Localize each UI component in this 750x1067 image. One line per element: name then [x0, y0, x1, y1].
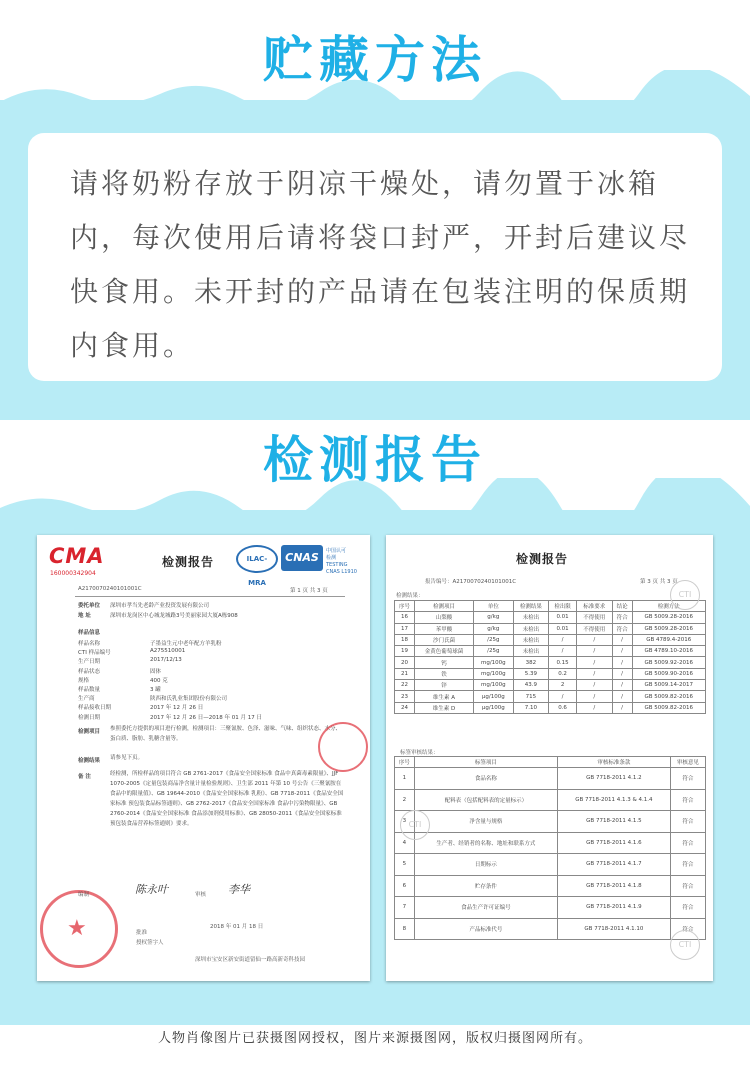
table-cell: 生产者、经销者的名称、地址和联系方式 [414, 832, 557, 854]
table-cell: 7.10 [513, 702, 549, 713]
table-cell: 符合 [670, 789, 705, 811]
table-cell: g/kg [474, 623, 513, 634]
lab-address: 深圳市宝安区新安街道留仙一路高新奇科技园 [195, 957, 306, 963]
table-row [395, 646, 706, 657]
table-cell: 4 [395, 832, 415, 854]
sample-info-value: A275510001 [150, 648, 186, 655]
table-cell: 7 [395, 897, 415, 919]
sample-info-value: 陕西和氏乳业集团股份有限公司 [150, 696, 228, 703]
sample-info-value: 3 罐 [150, 687, 161, 693]
left-page-number: 第 1 页 共 3 页 [290, 588, 328, 594]
table-header-cell: 标准要求 [576, 601, 612, 612]
table-cell: 382 [513, 657, 549, 668]
table-cell: 沙门氏菌 [414, 634, 473, 645]
right-page-number: 第 3 页 共 3 页 [640, 579, 678, 585]
signature-1: 陈永叶 [135, 883, 168, 896]
conclusion-text: 请参见下页。 [110, 755, 144, 761]
sample-info-value: 2017/12/13 [150, 657, 182, 664]
table-cell: 净含量与规格 [414, 811, 557, 833]
sample-info-label: 样品数量 [78, 687, 101, 693]
table-cell: 2 [395, 789, 415, 811]
copyright-footer: 人物肖像图片已获摄图网授权，图片来源摄图网，版权归摄图网所有。 [157, 1031, 592, 1046]
table-cell: GB 5009.92-2016 [632, 657, 705, 668]
table-cell: 2 [549, 680, 577, 691]
cnas-caption: 中国认可 检测 TESTING CNAS L1910 [326, 548, 357, 575]
table-header-cell: 检出限 [549, 601, 577, 612]
table-cell: 贮存条件 [414, 875, 557, 897]
table-cell: mg/100g [474, 657, 513, 668]
sign-date: 2018 年 01 月 18 日 [210, 924, 264, 930]
table-cell: / [576, 680, 612, 691]
table-cell: 0.6 [549, 702, 577, 713]
sample-info-value: 2017 年 12 月 26 日—2018 年 01 月 17 日 [150, 714, 262, 721]
table-cell: 未检出 [513, 623, 549, 634]
table-cell: 未检出 [513, 612, 549, 623]
table-cell: 苯甲酸 [414, 623, 473, 634]
table-cell: 日期标示 [414, 854, 557, 876]
table-cell: 不得使用 [576, 612, 612, 623]
table-cell: 43.9 [513, 680, 549, 691]
prepared-label: 编制 [78, 892, 90, 898]
sample-info-label: 规格 [78, 677, 90, 684]
divider [75, 596, 345, 597]
table-cell: 6 [395, 875, 415, 897]
table-header-cell: 标签项目 [414, 757, 557, 768]
table-row [395, 768, 706, 790]
items-text: 参照委托方提供的项目进行检测，检测项目：三聚氰胺、色泽、滋味、气味、组织状态、水分、蛋白质、脂肪、乳糖含量等。 [110, 726, 342, 742]
table-cell: GB 5009.82-2016 [632, 702, 705, 713]
table-cell: /25g [474, 634, 513, 645]
table-cell: 0.01 [549, 623, 577, 634]
table-cell: g/kg [474, 612, 513, 623]
wave-decoration [0, 70, 750, 110]
table-cell: 5 [395, 854, 415, 876]
sample-info-label: 样品接收日期 [78, 705, 112, 712]
table-cell: μg/100g [474, 702, 513, 713]
approver-title: 授权签字人 [136, 940, 164, 946]
table-cell: 配料表（包括配料表的定量标示） [414, 789, 557, 811]
table-cell: GB 7718-2011 4.1.2 [558, 768, 671, 790]
storage-text: 请将奶粉存放于阴凉干燥处，请勿置于冰箱内，每次使用后请将袋口封严，开封后建议尽快食用。未开封的产品请在包装注明的保质期内食用。 [70, 167, 691, 362]
table-cell: 未检出 [513, 634, 549, 645]
table-cell: 产品标准代号 [414, 918, 557, 940]
table-cell: GB 7718-2011 4.1.6 [558, 832, 671, 854]
seal-star-icon: ★ [67, 916, 87, 941]
table-header-cell: 审核标准条款 [558, 757, 671, 768]
table-row [395, 668, 706, 679]
table-cell: 符合 [670, 854, 705, 876]
table-row [395, 634, 706, 645]
signature-2: 李华 [228, 883, 250, 896]
table-cell: GB 4789.10-2016 [632, 646, 705, 657]
results-table [394, 600, 706, 714]
table-cell: 8 [395, 918, 415, 940]
table-cell: 715 [513, 691, 549, 702]
table-cell: mg/100g [474, 668, 513, 679]
cma-logo: CMA [49, 544, 105, 568]
table-cell: 符合 [670, 768, 705, 790]
table-header-cell: 审核意见 [670, 757, 705, 768]
right-report-heading: 检测报告 [516, 552, 569, 566]
table-cell: 未检出 [513, 646, 549, 657]
table-cell: 22 [395, 680, 415, 691]
table-cell: / [549, 691, 577, 702]
storage-title: 贮藏方法 [263, 31, 487, 89]
table-cell: / [612, 691, 632, 702]
table-cell: mg/100g [474, 680, 513, 691]
table-cell: 符合 [670, 918, 705, 940]
table-header-cell: 序号 [395, 601, 415, 612]
results-label: 检测结果： [396, 593, 424, 599]
table-row [395, 875, 706, 897]
reviewed-label: 审核 [195, 892, 207, 898]
table-cell: 食品名称 [414, 768, 557, 790]
label-review-table [394, 756, 706, 940]
cma-number: 160000342904 [50, 570, 96, 577]
table-cell: 符合 [670, 875, 705, 897]
table-cell: 5.39 [513, 668, 549, 679]
table-cell: 维生素 D [414, 702, 473, 713]
table-cell: GB 7718-2011 4.1.9 [558, 897, 671, 919]
table-cell: 维生素 A [414, 691, 473, 702]
sample-info-header: 样品信息 [78, 630, 101, 636]
table-cell: GB 4789.4-2016 [632, 634, 705, 645]
sample-info-label: CTI 样品编号 [78, 650, 111, 657]
table-row [395, 702, 706, 713]
table-cell: 符合 [670, 832, 705, 854]
sample-info-value: 固体 [150, 668, 162, 675]
table-cell: 食品生产许可证编号 [414, 897, 557, 919]
ilac-mra-logo: ILAC-MRA [236, 545, 278, 573]
address-value: 深圳市龙岗区中心城龙城路3号美丽家园大厦A栋908 [110, 613, 238, 619]
table-cell: / [576, 691, 612, 702]
client-value: 深圳市孝当先老龄产业投资发展有限公司 [110, 603, 210, 609]
table-cell: 符合 [612, 612, 632, 623]
table-row [395, 897, 706, 919]
table-cell: GB 5009.28-2016 [632, 612, 705, 623]
table-row [395, 854, 706, 876]
sample-info-label: 样品名称 [78, 641, 101, 647]
table-cell: GB 5009.14-2017 [632, 680, 705, 691]
table-cell: GB 7718-2011 4.1.8 [558, 875, 671, 897]
approved-label: 批准 [136, 930, 148, 936]
table-cell: 23 [395, 691, 415, 702]
red-seal-small [318, 722, 368, 772]
table-cell: 0.2 [549, 668, 577, 679]
table-cell: 符合 [612, 623, 632, 634]
table-row [395, 691, 706, 702]
table-row [395, 918, 706, 940]
table-header-cell: 检测结果 [513, 601, 549, 612]
table-row [395, 612, 706, 623]
table-cell: 0.15 [549, 657, 577, 668]
wave-decoration-2 [0, 478, 750, 518]
table-cell: 3 [395, 811, 415, 833]
table-header-cell: 检测方法 [632, 601, 705, 612]
table-cell: 19 [395, 646, 415, 657]
table-cell: / [612, 668, 632, 679]
table-cell: 18 [395, 634, 415, 645]
table-cell: / [576, 634, 612, 645]
table-cell: 钙 [414, 657, 473, 668]
table-cell: / [612, 657, 632, 668]
table-cell: 1 [395, 768, 415, 790]
sample-info-value: 子墨益生元中老年配方羊乳粉 [150, 641, 222, 647]
table-cell: GB 5009.90-2016 [632, 668, 705, 679]
sample-info-label: 样品状态 [78, 668, 101, 675]
cti-watermark-icon: CTI [670, 580, 700, 610]
table-cell: 不得使用 [576, 623, 612, 634]
table-cell: 符合 [670, 811, 705, 833]
table-cell: / [549, 646, 577, 657]
sample-info-label: 生产商 [78, 696, 95, 703]
table-row [395, 832, 706, 854]
table-header-cell: 检测项目 [414, 601, 473, 612]
table-cell: / [612, 702, 632, 713]
sample-info-value: 2017 年 12 月 26 日 [150, 705, 204, 712]
table-cell: / [576, 657, 612, 668]
notes-label: 备 注 [78, 774, 91, 780]
table-cell: μg/100g [474, 691, 513, 702]
right-report-number: 报告编号：A2170070240101001C [425, 579, 517, 585]
cnas-logo: CNAS [281, 545, 323, 571]
table-row [395, 811, 706, 833]
table-header-cell: 单位 [474, 601, 513, 612]
table-cell: 符合 [670, 897, 705, 919]
sample-info-value: 400 克 [150, 677, 168, 684]
table-cell: 锌 [414, 680, 473, 691]
label-review-label: 标签审核结果： [400, 750, 439, 756]
table-row [395, 680, 706, 691]
table-cell: GB 5009.28-2016 [632, 623, 705, 634]
table-row [395, 789, 706, 811]
table-cell: GB 7718-2011 4.1.10 [558, 918, 671, 940]
table-cell: 16 [395, 612, 415, 623]
cti-watermark-icon: CTI [670, 930, 700, 960]
report-title: 检测报告 [263, 431, 487, 489]
table-row [395, 623, 706, 634]
table-cell: / [576, 646, 612, 657]
table-cell: 铁 [414, 668, 473, 679]
table-cell: 山梨酸 [414, 612, 473, 623]
cti-watermark-icon: CTI [400, 810, 430, 840]
table-cell: / [576, 668, 612, 679]
items-label: 检测项目 [78, 729, 101, 735]
conclusion-label: 检测结果 [78, 758, 101, 764]
table-cell: 21 [395, 668, 415, 679]
table-cell: / [576, 702, 612, 713]
table-header-cell: 序号 [395, 757, 415, 768]
client-label: 委托单位 [78, 603, 101, 609]
table-cell: / [612, 680, 632, 691]
table-cell: 金黄色葡萄球菌 [414, 646, 473, 657]
table-cell: / [612, 646, 632, 657]
table-cell: GB 7718-2011 4.1.5 [558, 811, 671, 833]
table-cell: GB 7718-2011 4.1.7 [558, 854, 671, 876]
table-row [395, 657, 706, 668]
address-label: 地 址 [78, 613, 91, 619]
sample-info-label: 检测日期 [78, 714, 101, 721]
table-cell: 17 [395, 623, 415, 634]
table-header-cell: 结论 [612, 601, 632, 612]
table-cell: 24 [395, 702, 415, 713]
table-cell: / [549, 634, 577, 645]
table-cell: GB 5009.82-2016 [632, 691, 705, 702]
table-cell: 0.01 [549, 612, 577, 623]
table-cell: /25g [474, 646, 513, 657]
left-report-heading: 检测报告 [162, 555, 215, 569]
table-cell: 20 [395, 657, 415, 668]
sample-info-label: 生产日期 [78, 659, 101, 666]
table-cell: / [612, 634, 632, 645]
left-report-number: A2170070240101001C [78, 586, 142, 592]
table-cell: GB 7718-2011 4.1.3 & 4.1.4 [558, 789, 671, 811]
notes-text: 经检测，所检样品的项目符合 GB 2761-2017《食品安全国家标准 食品中真菌毒素限量》、JJF 1070-2005《定量包装商品净含量计量检验规则》、卫生部 2011 年第 10 号公告《三聚氰胺在食品中的限量值》、GB 19644-2010《食品安全国家标准 乳粉》、GB 7718-2011《食品安全国家标准 预包装食品标签通则》、GB 2762-2017《食品安全国家标准 食品中污染物限量》、GB 2760-2014《食品安全国家标准 食品添加剂使用标准》、GB 28050-2011《食品安全国家标准 预包装食品营养标签通则》要求。 [110, 771, 344, 827]
